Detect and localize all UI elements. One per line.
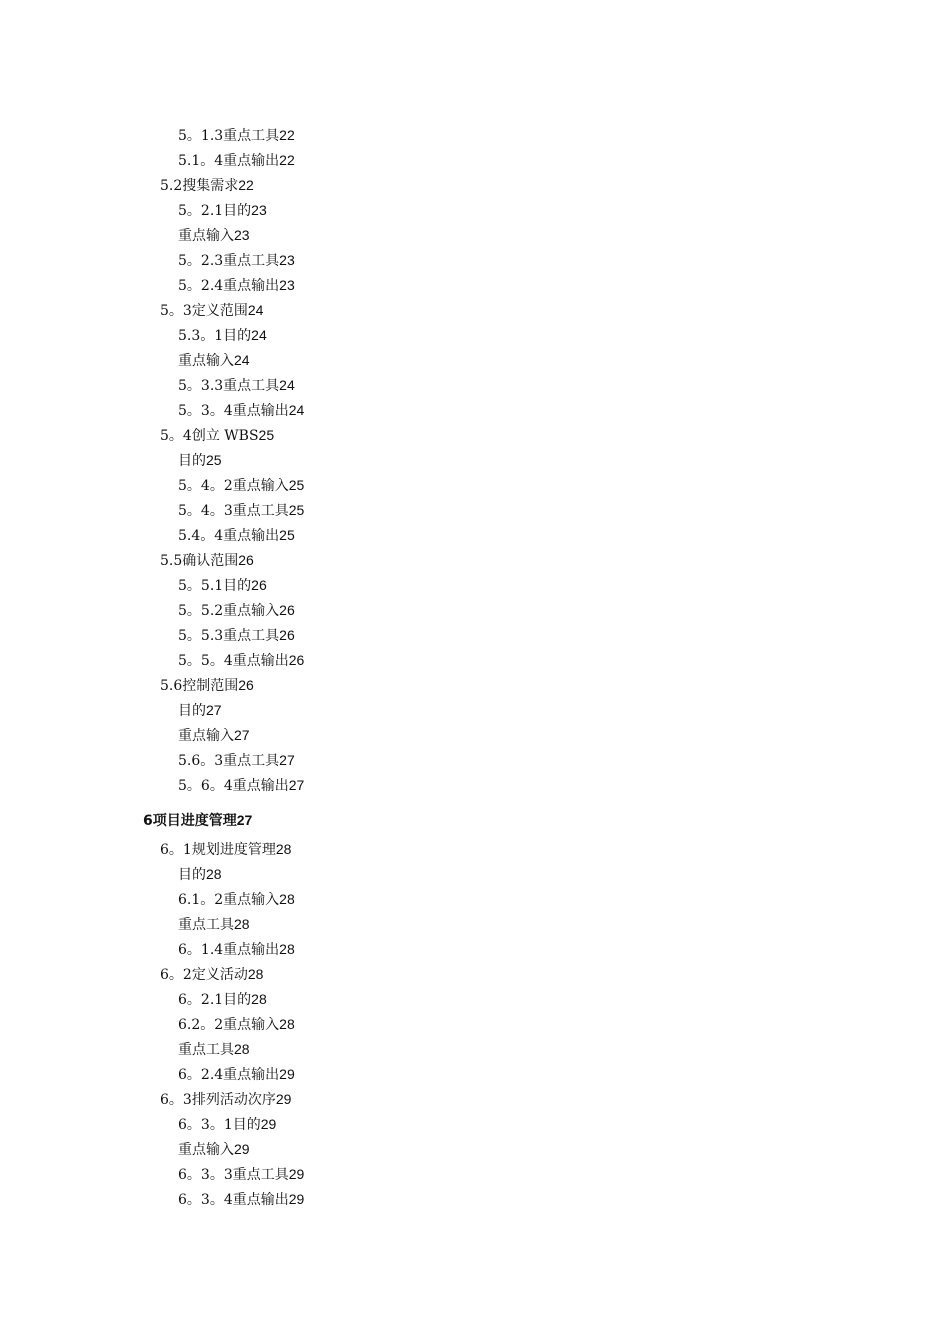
toc-entry-page-number: 28 (234, 1041, 250, 1057)
toc-subsection-entry[interactable] (0, 887, 950, 912)
toc-section-entry[interactable] (0, 298, 950, 323)
toc-entry-title: 目的 (178, 703, 206, 719)
toc-subsection-entry[interactable] (0, 1062, 950, 1087)
toc-subsection-entry[interactable] (0, 862, 950, 887)
toc-entry-page-number: 25 (258, 427, 275, 443)
toc-entry-title: 5。5.3重点工具 (178, 628, 280, 644)
toc-entry-title: 5。4。3重点工具 (178, 503, 289, 519)
toc-subsection-entry[interactable] (0, 248, 950, 273)
toc-subsection-entry[interactable] (0, 698, 950, 723)
toc-entry-title: 6。3。4重点输出 (178, 1192, 289, 1208)
toc-entry-title: 重点输入 (178, 228, 234, 244)
toc-entry-title: 6。1.4重点输出 (178, 942, 280, 958)
toc-entry-page-number: 27 (206, 702, 222, 718)
toc-subsection-entry[interactable] (0, 148, 950, 173)
toc-subsection-entry[interactable] (0, 273, 950, 298)
toc-entry-title: 5。5。4重点输出 (178, 653, 289, 669)
toc-section-entry[interactable] (0, 837, 950, 862)
toc-entry-page-number: 25 (288, 477, 305, 493)
toc-entry-title: 重点输入 (178, 1142, 234, 1158)
toc-entry-title: 5。1.3重点工具 (178, 128, 280, 144)
toc-entry-page-number: 28 (279, 941, 295, 957)
toc-entry-title: 5。2.1目的 (178, 203, 252, 219)
toc-section-entry[interactable] (0, 962, 950, 987)
toc-subsection-entry[interactable] (0, 1112, 950, 1137)
toc-entry-title: 5。6。4重点输出 (178, 778, 289, 794)
toc-subsection-entry[interactable] (0, 348, 950, 373)
toc-section-entry[interactable] (0, 673, 950, 698)
toc-subsection-entry[interactable] (0, 123, 950, 148)
toc-subsection-entry[interactable] (0, 473, 950, 498)
toc-entry-page-number: 29 (279, 1066, 295, 1082)
toc-section-entry[interactable] (0, 548, 950, 573)
toc-section-entry[interactable] (0, 423, 950, 448)
toc-entry-page-number: 29 (275, 1091, 292, 1107)
toc-entry-page-number: 29 (288, 1166, 305, 1182)
toc-subsection-entry[interactable] (0, 573, 950, 598)
toc-subsection-entry[interactable] (0, 373, 950, 398)
toc-entry-title: 6。1规划进度管理 (160, 842, 276, 858)
toc-entry-title: 5。3。4重点输出 (178, 403, 289, 419)
toc-entry-page-number: 28 (251, 991, 267, 1007)
toc-entry-page-number: 25 (288, 502, 305, 518)
toc-subsection-entry[interactable] (0, 598, 950, 623)
toc-subsection-entry[interactable] (0, 398, 950, 423)
toc-entry-title: 5.6。3重点工具 (178, 753, 280, 769)
toc-subsection-entry[interactable] (0, 1037, 950, 1062)
toc-entry-page-number: 26 (279, 627, 295, 643)
toc-entry-title: 6。2定义活动 (160, 967, 248, 983)
toc-subsection-entry[interactable] (0, 748, 950, 773)
toc-entry-page-number: 26 (279, 602, 295, 618)
toc-subsection-entry[interactable] (0, 523, 950, 548)
toc-entry-page-number: 25 (206, 452, 222, 468)
toc-entry-page-number: 23 (279, 252, 295, 268)
toc-section-entry[interactable] (0, 1087, 950, 1112)
toc-section-entry[interactable] (0, 173, 950, 198)
toc-entry-page-number: 28 (247, 966, 264, 982)
toc-entry-title: 6。3。1目的 (178, 1117, 261, 1133)
toc-entry-title: 5.1。4重点输出 (178, 153, 280, 169)
toc-subsection-entry[interactable] (0, 1187, 950, 1212)
toc-subsection-entry[interactable] (0, 198, 950, 223)
toc-entry-title: 6项目进度管理 (143, 813, 237, 829)
toc-subsection-entry[interactable] (0, 498, 950, 523)
toc-entry-page-number: 22 (279, 127, 295, 143)
toc-entry-page-number: 26 (288, 652, 305, 668)
toc-subsection-entry[interactable] (0, 448, 950, 473)
toc-entry-title: 5。2.3重点工具 (178, 253, 280, 269)
toc-entry-page-number: 27 (236, 812, 253, 828)
toc-entry-page-number: 28 (234, 916, 250, 932)
toc-entry-page-number: 24 (234, 352, 250, 368)
toc-entry-title: 6。3排列活动次序 (160, 1092, 276, 1108)
toc-chapter-entry[interactable] (0, 803, 950, 837)
toc-entry-title: 6。2.1目的 (178, 992, 252, 1008)
toc-entry-title: 5.4。4重点输出 (178, 528, 280, 544)
toc-entry-title: 目的 (178, 453, 206, 469)
toc-entry-title: 5.3。1目的 (178, 328, 252, 344)
toc-entry-title: 重点输入 (178, 353, 234, 369)
toc-entry-title: 5。2.4重点输出 (178, 278, 280, 294)
toc-entry-page-number: 28 (279, 1016, 295, 1032)
toc-entry-page-number: 23 (279, 277, 295, 293)
toc-entry-page-number: 24 (288, 402, 305, 418)
toc-entry-title: 5。5.2重点输入 (178, 603, 280, 619)
toc-subsection-entry[interactable] (0, 1162, 950, 1187)
toc-entry-page-number: 26 (238, 552, 254, 568)
toc-entry-title: 重点输入 (178, 728, 234, 744)
toc-entry-title: 5.6控制范围 (160, 678, 239, 694)
toc-subsection-entry[interactable] (0, 1012, 950, 1037)
toc-subsection-entry[interactable] (0, 1137, 950, 1162)
toc-entry-page-number: 27 (234, 727, 250, 743)
toc-entry-page-number: 23 (251, 202, 267, 218)
toc-entry-title: 5。4。2重点输入 (178, 478, 289, 494)
table-of-contents (0, 123, 950, 1212)
toc-entry-page-number: 26 (251, 577, 267, 593)
toc-entry-title: 6.1。2重点输入 (178, 892, 280, 908)
toc-entry-title: 5.5确认范围 (160, 553, 239, 569)
toc-subsection-entry[interactable] (0, 912, 950, 937)
toc-entry-page-number: 28 (206, 866, 222, 882)
toc-entry-page-number: 26 (238, 677, 254, 693)
toc-entry-title: 重点工具 (178, 917, 234, 933)
toc-subsection-entry[interactable] (0, 773, 950, 798)
toc-entry-title: 目的 (178, 867, 206, 883)
toc-entry-page-number: 29 (288, 1191, 305, 1207)
toc-entry-title: 5。3.3重点工具 (178, 378, 280, 394)
toc-entry-title: 6。3。3重点工具 (178, 1167, 289, 1183)
toc-entry-page-number: 28 (279, 891, 295, 907)
toc-entry-title: 6。2.4重点输出 (178, 1067, 280, 1083)
toc-entry-page-number: 23 (234, 227, 250, 243)
toc-entry-page-number: 24 (247, 302, 264, 318)
toc-subsection-entry[interactable] (0, 648, 950, 673)
toc-subsection-entry[interactable] (0, 937, 950, 962)
toc-entry-page-number: 29 (234, 1141, 250, 1157)
toc-subsection-entry[interactable] (0, 223, 950, 248)
toc-entry-page-number: 22 (238, 177, 254, 193)
toc-entry-page-number: 29 (260, 1116, 277, 1132)
toc-entry-page-number: 27 (279, 752, 295, 768)
toc-entry-title: 5.2搜集需求 (160, 178, 239, 194)
toc-entry-title: 5。4创立 WBS (160, 428, 259, 444)
toc-entry-page-number: 27 (288, 777, 305, 793)
toc-entry-page-number: 22 (279, 152, 295, 168)
toc-entry-title: 5。3定义范围 (160, 303, 248, 319)
toc-entry-title: 6.2。2重点输入 (178, 1017, 280, 1033)
toc-entry-page-number: 24 (279, 377, 295, 393)
toc-entry-page-number: 24 (251, 327, 267, 343)
toc-entry-title: 5。5.1目的 (178, 578, 252, 594)
toc-subsection-entry[interactable] (0, 323, 950, 348)
toc-entry-title: 重点工具 (178, 1042, 234, 1058)
toc-entry-page-number: 25 (279, 527, 295, 543)
toc-subsection-entry[interactable] (0, 623, 950, 648)
toc-subsection-entry[interactable] (0, 987, 950, 1012)
toc-entry-page-number: 28 (275, 841, 292, 857)
toc-subsection-entry[interactable] (0, 723, 950, 748)
